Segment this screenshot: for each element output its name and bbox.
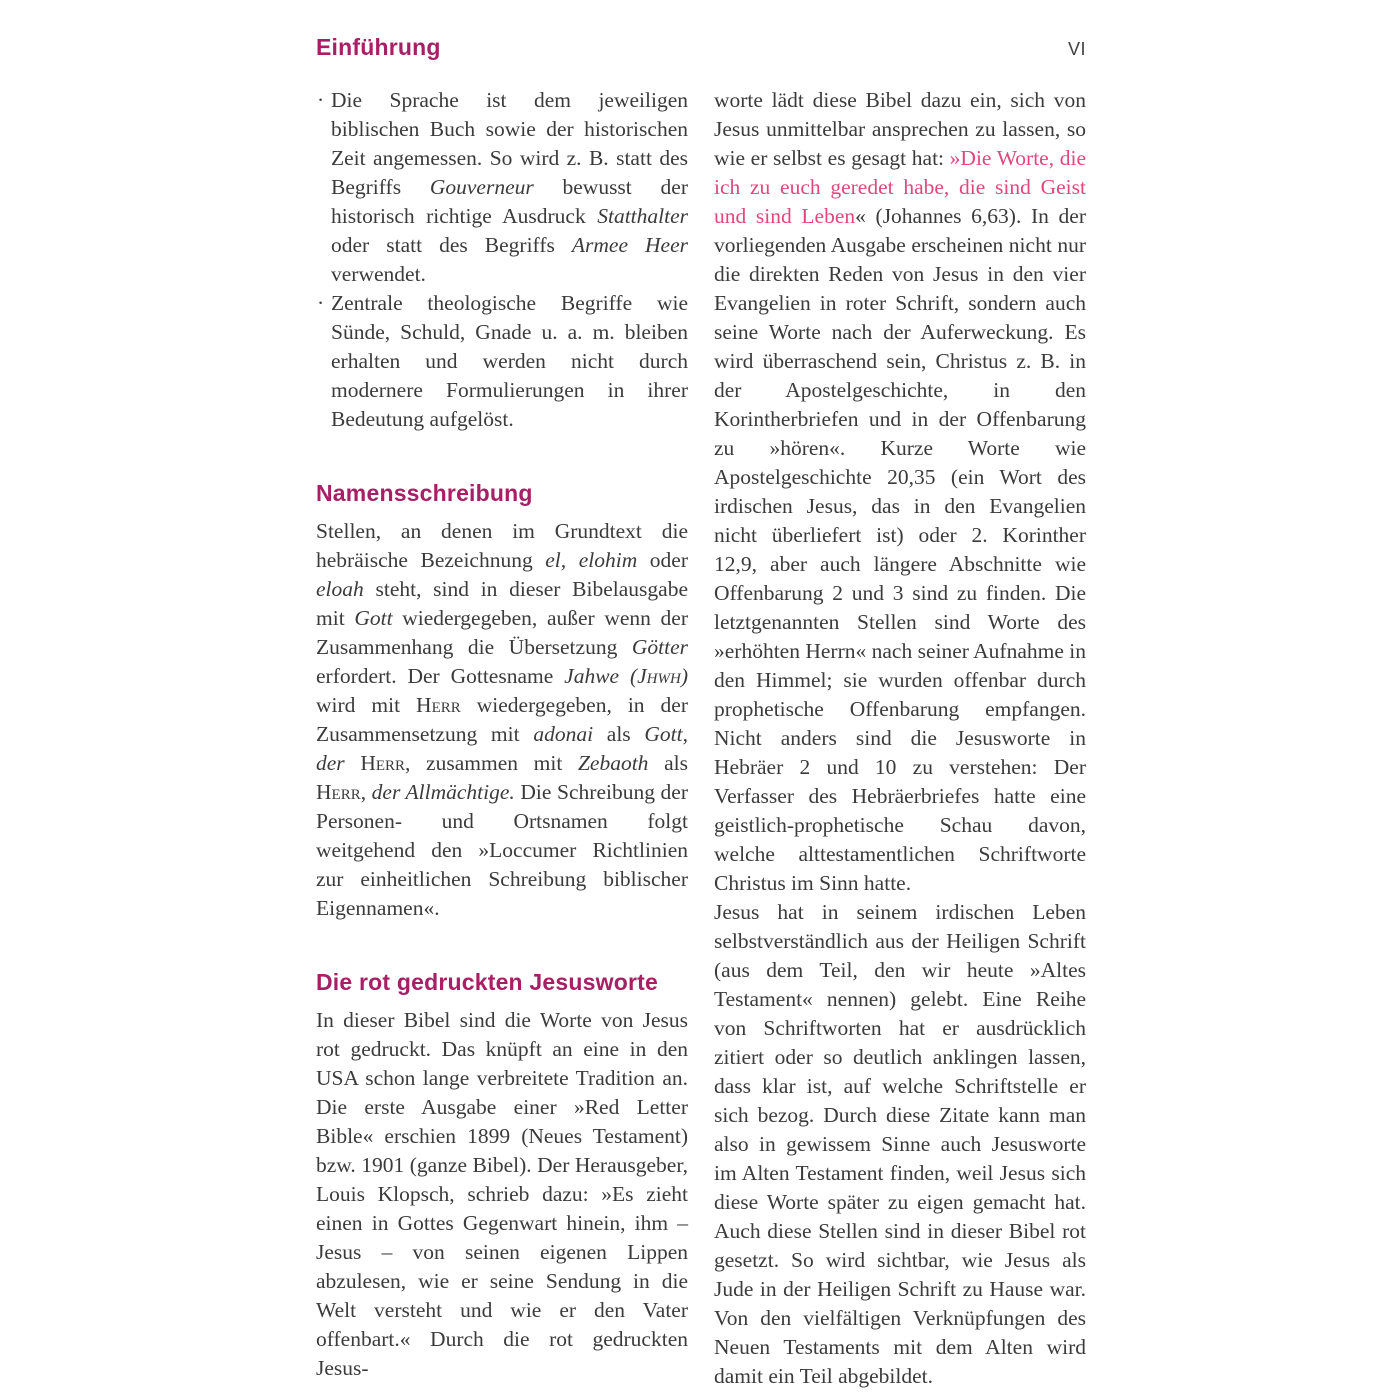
text-segment: Die Sprache ist dem jeweiligen biblischen Buch sowie der historischen Zeit angemessen. So wird z. B. statt des Begriffs bbox=[331, 88, 688, 199]
text-segment: Jhwh bbox=[637, 664, 681, 688]
text-segment: Herr bbox=[360, 751, 406, 775]
text-segment: Jahwe ( bbox=[564, 664, 638, 688]
text-segment: wird mit bbox=[316, 693, 417, 717]
bullet-text bbox=[331, 88, 688, 286]
left-column bbox=[316, 86, 688, 1391]
text-segment: Herr bbox=[316, 780, 361, 804]
section-heading-namensschreibung: Namensschreibung bbox=[316, 480, 533, 506]
text-segment: Zentrale theologische Begriffe wie Sünde, Schuld, Gnade u. a. m. bleiben erhalten und werden nicht durch modernere Formulierungen in ihrer Bedeutung aufgelöst. bbox=[331, 291, 688, 431]
paragraph-namensschreibung bbox=[316, 517, 688, 923]
text-segment: der Allmächtige. bbox=[371, 780, 515, 804]
section-heading-jesusworte: Die rot gedruckten Jesusworte bbox=[316, 969, 658, 995]
text-segment: Die Schreibung der Personen- und Ortsnamen folgt weitgehend den »Loccumer Richtlinien zur einheitlichen Schreibung biblischer Eigennamen«. bbox=[316, 780, 689, 920]
text-segment: Stellen, an denen im Grundtext die hebräische Bezeichnung bbox=[316, 519, 688, 572]
right-column bbox=[714, 86, 1086, 1391]
bullet-list bbox=[316, 86, 688, 434]
text-segment: Herr bbox=[416, 693, 461, 717]
bullet-marker-icon: · bbox=[317, 291, 325, 315]
text-segment: « (Johannes 6,63). In der vorliegenden Ausgabe erscheinen nicht nur die direkten Reden von Jesus in den vier Evangelien in roter Schrift, sondern auch seine Worte nach der Auferweckung. Es wird überraschend sein, Christus z. B. in der Apostelgeschichte, in den Korintherbriefen und in der Offenbarung zu »hören«. Kurze Worte wie Apostelgeschichte 20,35 (ein Wort des irdischen Jesus, das in den Evangelien nicht überliefert ist) oder 2. Korinther 12,9, aber auch längere Abschnitte wie Offenbarung 2 und 3 sind zu finden. Die letztgenannten Stellen sind Worte des »erhöhten Herrn« nach seiner Aufnahme in den Himmel; sie wurden offenbar durch prophetische Offenbarung empfangen. Nicht anders sind die Jesusworte in Hebräer 2 und 10 zu verstehen: Der Verfasser des Hebräerbriefes hatte eine geistlich-prophetische Schau davon, welche alttestamentlichen Schriftworte Christus im Sinn hatte. bbox=[714, 204, 1086, 895]
paragraph-jesus-heilige-schrift bbox=[714, 898, 1086, 1391]
text-segment: oder bbox=[637, 548, 688, 572]
page-title: Einführung bbox=[316, 34, 441, 60]
paragraph-jesusworte bbox=[316, 1006, 688, 1383]
text-segment: steht, sind in dieser Bibelausgabe mit bbox=[316, 577, 688, 630]
text-segment: wiedergegeben, außer wenn der Zusammenhang die Übersetzung bbox=[316, 606, 688, 659]
text-segment: adonai bbox=[533, 722, 594, 746]
text-segment: Jesus hat in seinem irdischen Leben selbstverständlich aus der Heiligen Schrift (aus dem Teil, den wir heute »Altes Testament« nennen) gelebt. Eine Reihe von Schriftworten hat er ausdrücklich zitiert oder so deutlich anklingen lassen, dass klar ist, auf welche Schriftstelle er sich bezog. Durch diese Zitate kann man also in gewissem Sinne auch Jesusworte im Alten Testament finden, weil Jesus sich diese Worte später zu eigen gemacht hat. Auch diese Stellen sind in dieser Bibel rot gesetzt. So wird sichtbar, wie Jesus als Jude in der Heiligen Schrift zu Hause war. Von den vielfältigen Verknüpfungen des Neuen Testaments mit dem Alten wird damit ein Teil abgebildet. bbox=[714, 900, 1086, 1388]
bullet-item-sprache bbox=[316, 86, 688, 289]
paragraph-jesusworte-continued bbox=[714, 86, 1086, 898]
bullet-item-begriffe bbox=[316, 289, 688, 434]
text-segment: oder statt des Begriffs bbox=[331, 233, 572, 257]
bullet-text bbox=[331, 291, 688, 431]
text-segment: Armee Heer bbox=[571, 233, 688, 257]
text-segment: , bbox=[360, 780, 372, 804]
page-number: VI bbox=[1067, 39, 1086, 59]
text-segment: , zusammen mit bbox=[405, 751, 578, 775]
text-segment: worte lädt diese Bibel dazu ein, sich von Jesus unmittelbar ansprechen zu lassen, so wie er selbst es gesagt hat: bbox=[714, 88, 1086, 170]
text-segment: Gott, der bbox=[316, 722, 688, 775]
running-head bbox=[316, 34, 1086, 61]
jesus-words-red-quote: »Die Worte, die ich zu euch geredet habe, die sind Geist und sind Leben bbox=[714, 146, 1087, 228]
text-segment: eloah bbox=[316, 577, 364, 601]
text-segment: bewusst der historisch richtige Ausdruck bbox=[331, 175, 688, 228]
text-segment: ) bbox=[680, 664, 688, 688]
text-segment: Gouverneur bbox=[429, 175, 534, 199]
text-segment: erfordert. Der Gottesname bbox=[316, 664, 565, 688]
text-segment: Zebaoth bbox=[577, 751, 649, 775]
text-segment: Götter bbox=[631, 635, 688, 659]
text-segment: verwendet. bbox=[331, 262, 426, 286]
text-segment: el, elohim bbox=[545, 548, 638, 572]
text-segment: als bbox=[593, 722, 645, 746]
text-segment: Statthalter bbox=[597, 204, 688, 228]
text-segment: In dieser Bibel sind die Worte von Jesus rot gedruckt. Das knüpft an eine in den USA schon lange verbreitete Tradition an. Die erste Ausgabe einer »Red Letter Bible« erschien 1899 (Neues Testament) bzw. 1901 (ganze Bibel). Der Herausgeber, Louis Klopsch, schrieb dazu: »Es zieht einen in Gottes Gegenwart hinein, ihm – Jesus – von seinen eigenen Lippen abzulesen, wie er seine Sendung in die Welt versteht und wie er den Vater offenbart.« Durch die rot gedruckten Jesus- bbox=[316, 1008, 688, 1380]
text-columns bbox=[316, 86, 1086, 1391]
text-segment: Gott bbox=[354, 606, 393, 630]
text-segment: wiedergegeben, in der Zusammensetzung mit bbox=[316, 693, 688, 746]
text-segment: als bbox=[648, 751, 688, 775]
bullet-marker-icon: · bbox=[317, 88, 325, 112]
